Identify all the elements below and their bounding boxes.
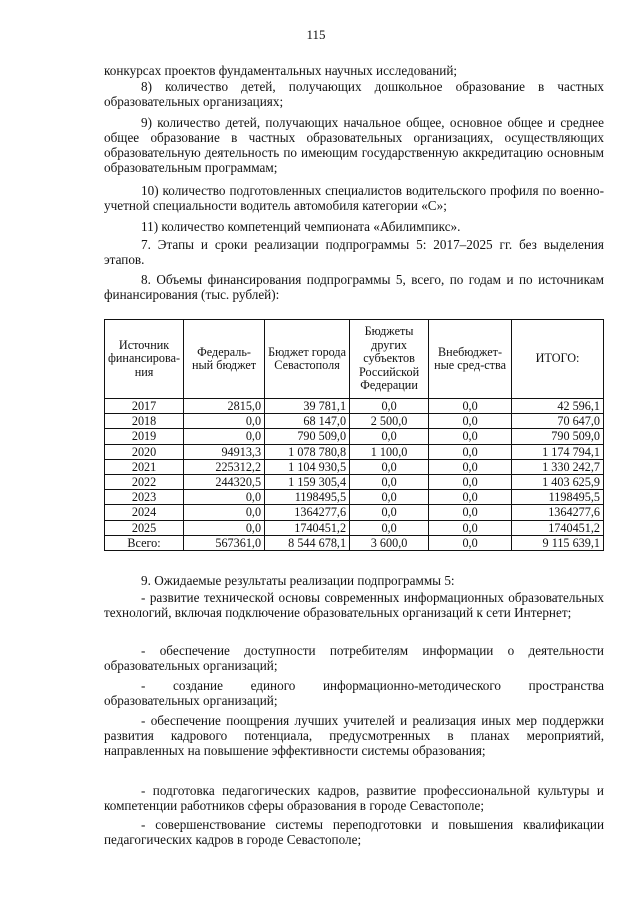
table-cell: 1 403 625,9 (512, 474, 604, 489)
row-label-cell: 2025 (105, 520, 184, 535)
table-row (105, 429, 604, 444)
row-label-cell: Всего: (105, 535, 184, 550)
table-cell: 0,0 (184, 414, 265, 429)
table-header-row (105, 320, 604, 399)
table-cell: 9 115 639,1 (512, 535, 604, 550)
table-cell: 2 500,0 (350, 414, 429, 429)
table-cell: 94913,3 (184, 444, 265, 459)
table-cell: 567361,0 (184, 535, 265, 550)
table-cell: 1198495,5 (265, 490, 350, 505)
table-cell: 0,0 (350, 474, 429, 489)
table-cell: 0,0 (429, 474, 512, 489)
table-cell: 790 509,0 (265, 429, 350, 444)
bullet-teacher-training: - подготовка педагогических кадров, развитие профессиональной культуры и компетенции работников сферы образования в городе Севастополе; (104, 783, 604, 813)
table-cell: 70 647,0 (512, 414, 604, 429)
table-row (105, 414, 604, 429)
table-row (105, 535, 604, 550)
header-extrabudget: Внебюджет-ные сред-ства (429, 320, 512, 399)
table-row (105, 459, 604, 474)
table-cell: 0,0 (429, 429, 512, 444)
paragraph-expected-results: 9. Ожидаемые результаты реализации подпрограммы 5: (141, 573, 455, 588)
header-total: ИТОГО: (512, 320, 604, 399)
table-row (105, 490, 604, 505)
table-row (105, 474, 604, 489)
table-cell: 0,0 (429, 535, 512, 550)
table-cell: 0,0 (350, 505, 429, 520)
table-cell: 1364277,6 (265, 505, 350, 520)
table-cell: 1740451,2 (265, 520, 350, 535)
paragraph-stages: 7. Этапы и сроки реализации подпрограммы 5: 2017–2025 гг. без выделения этапов. (104, 237, 604, 267)
table-cell: 39 781,1 (265, 399, 350, 414)
table-cell: 68 147,0 (265, 414, 350, 429)
table-row (105, 505, 604, 520)
table-cell: 2815,0 (184, 399, 265, 414)
header-other-regions: Бюджеты других субъектов Российской Федерации (350, 320, 429, 399)
table-cell: 790 509,0 (512, 429, 604, 444)
row-label-cell: 2021 (105, 459, 184, 474)
paragraph-funding-volumes: 8. Объемы финансирования подпрограммы 5, всего, по годам и по источникам финансирования (тыс. рублей): (104, 272, 604, 302)
row-label-cell: 2018 (105, 414, 184, 429)
table-cell: 1740451,2 (512, 520, 604, 535)
table-cell: 8 544 678,1 (265, 535, 350, 550)
table-cell: 244320,5 (184, 474, 265, 489)
bullet-tech-base: - развитие технической основы современных информационных образовательных технологий, включая подключение образовательных организаций к сети Интернет; (104, 590, 604, 620)
table-cell: 0,0 (429, 444, 512, 459)
table-cell: 1 100,0 (350, 444, 429, 459)
table-cell: 1 159 305,4 (265, 474, 350, 489)
paragraph-item-9: 9) количество детей, получающих начальное общее, основное общее и среднее общее образование в частных образовательных организациях, осуществляющих образовательную деятельность по имеющим государственную аккредитацию основным образовательным программам; (104, 115, 604, 175)
table-cell: 0,0 (184, 520, 265, 535)
table-cell: 0,0 (429, 490, 512, 505)
table-cell: 0,0 (429, 459, 512, 474)
table-cell: 1 330 242,7 (512, 459, 604, 474)
paragraph-item-8: 8) количество детей, получающих дошкольное образование в частных образовательных организациях; (104, 79, 604, 109)
row-label-cell: 2020 (105, 444, 184, 459)
table-cell: 0,0 (350, 399, 429, 414)
row-label-cell: 2024 (105, 505, 184, 520)
bullet-information-access: - обеспечение доступности потребителям информации о деятельности образовательных организаций; (104, 643, 604, 673)
table-cell: 1198495,5 (512, 490, 604, 505)
row-label-cell: 2019 (105, 429, 184, 444)
table-cell: 42 596,1 (512, 399, 604, 414)
table-cell: 1 078 780,8 (265, 444, 350, 459)
bullet-teacher-incentives: - обеспечение поощрения лучших учителей и реализация иных мер поддержки развития кадрового потенциала, предусмотренных в планах мероприятий, направленных на повышение эффективности системы образования; (104, 713, 604, 758)
header-source: Источник финансирова-ния (105, 320, 184, 399)
row-label-cell: 2022 (105, 474, 184, 489)
paragraph-competitions: конкурсах проектов фундаментальных научных исследований; (104, 63, 458, 78)
row-label-cell: 2017 (105, 399, 184, 414)
table-cell: 0,0 (350, 490, 429, 505)
header-city: Бюджет города Севастополя (265, 320, 350, 399)
bullet-qualification: - совершенствование системы переподготовки и повышения квалификации педагогических кадров в городе Севастополе; (104, 817, 604, 847)
header-federal: Федераль-ный бюджет (184, 320, 265, 399)
table-cell: 0,0 (350, 459, 429, 474)
table-row (105, 444, 604, 459)
table-cell: 0,0 (184, 429, 265, 444)
bullet-unified-space: - создание единого информационно-методического пространства образовательных организаций; (104, 678, 604, 708)
paragraph-item-10: 10) количество подготовленных специалистов водительского профиля по военно-учетной специальности водитель автомобиля категории «С»; (104, 183, 604, 213)
table-cell: 0,0 (429, 399, 512, 414)
table-cell: 0,0 (429, 520, 512, 535)
row-label-cell: 2023 (105, 490, 184, 505)
table-cell: 1 104 930,5 (265, 459, 350, 474)
table-cell: 0,0 (350, 520, 429, 535)
page-number: 115 (306, 27, 326, 42)
table-body (105, 399, 604, 551)
table-cell: 1364277,6 (512, 505, 604, 520)
table-cell: 3 600,0 (350, 535, 429, 550)
table-cell: 0,0 (184, 505, 265, 520)
table-cell: 0,0 (429, 505, 512, 520)
table-cell: 0,0 (350, 429, 429, 444)
table-cell: 0,0 (184, 490, 265, 505)
table-row (105, 399, 604, 414)
funding-table (104, 319, 604, 551)
table-cell: 1 174 794,1 (512, 444, 604, 459)
paragraph-item-11: 11) количество компетенций чемпионата «Абилимпикс». (141, 219, 461, 234)
table-row (105, 520, 604, 535)
table-cell: 0,0 (429, 414, 512, 429)
table-cell: 225312,2 (184, 459, 265, 474)
